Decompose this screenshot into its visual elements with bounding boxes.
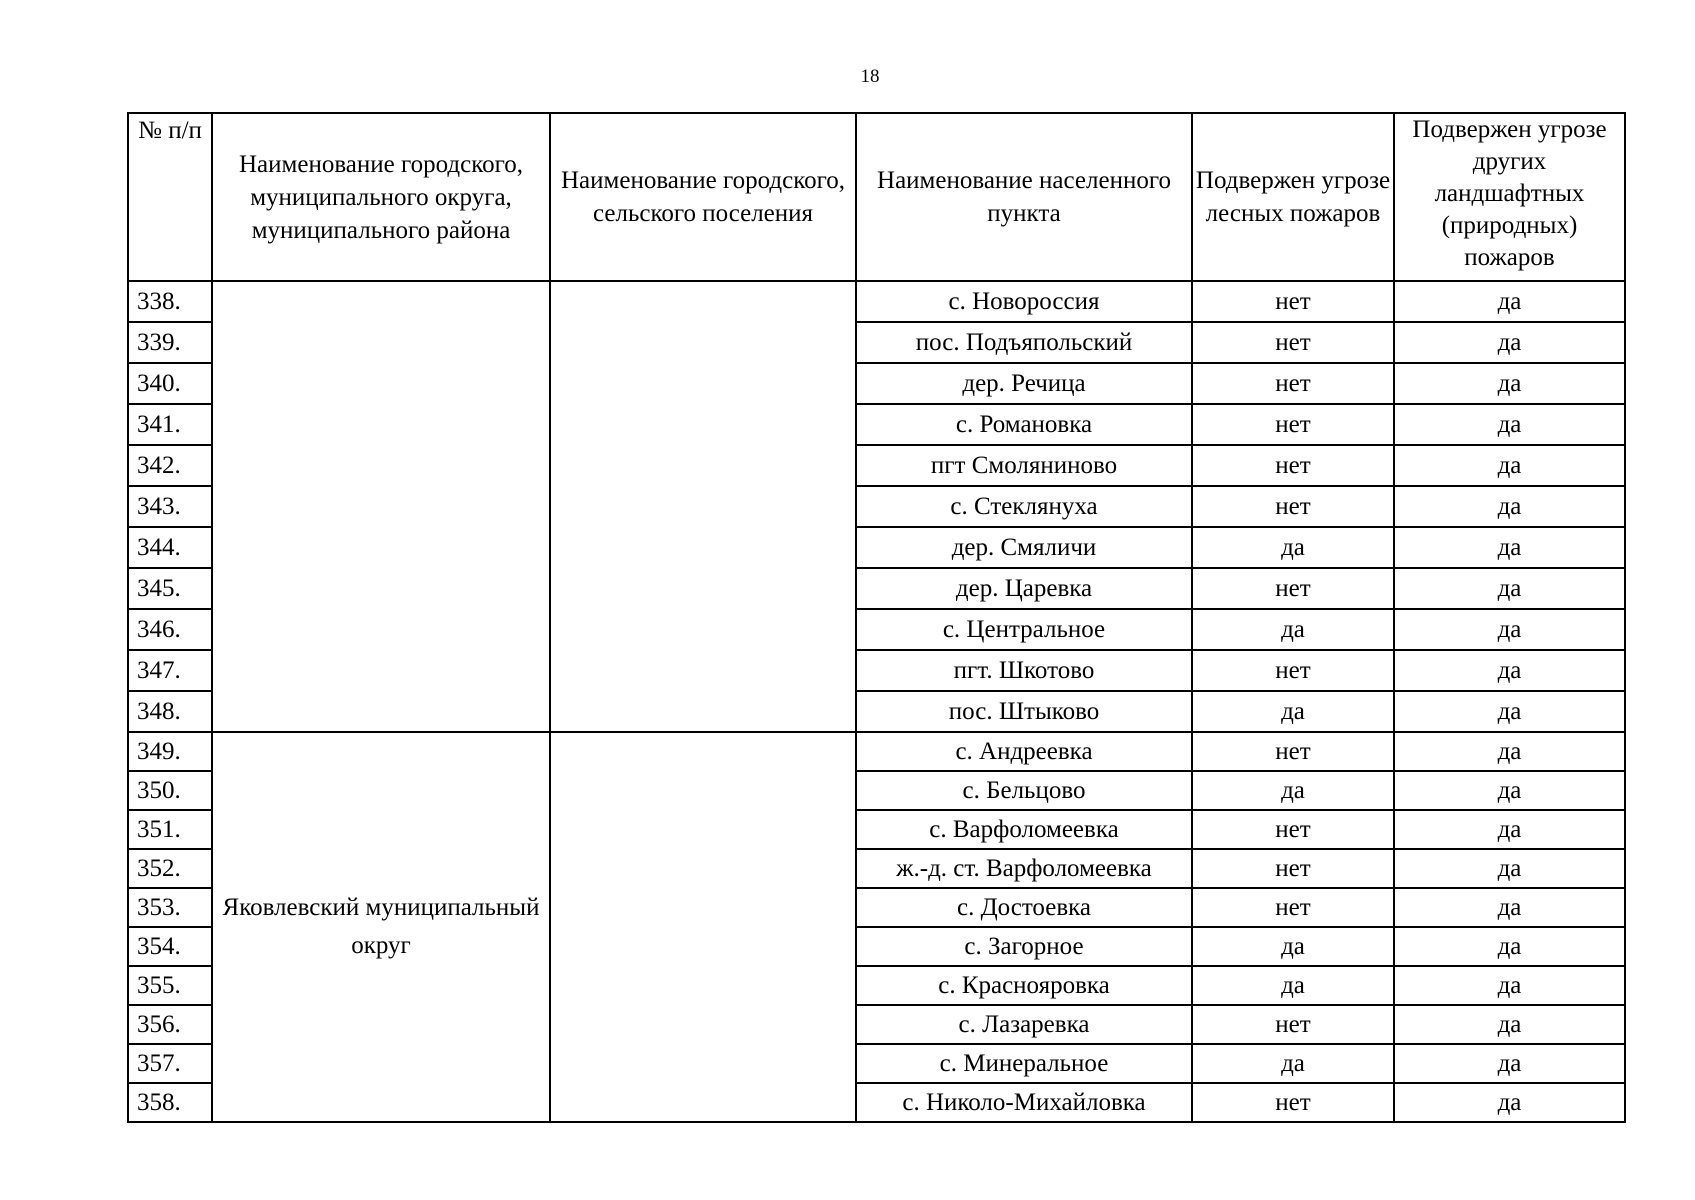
locality-name: с. Минеральное xyxy=(856,1044,1192,1083)
landscape-fire-risk: да xyxy=(1394,732,1625,771)
landscape-fire-risk: да xyxy=(1394,1005,1625,1044)
row-number: 340. xyxy=(128,363,212,404)
landscape-fire-risk: да xyxy=(1394,527,1625,568)
header-district: Наименование городского, муниципального округа, муниципального района xyxy=(212,113,550,281)
forest-fire-risk: нет xyxy=(1192,404,1394,445)
forest-fire-risk: да xyxy=(1192,771,1394,810)
landscape-fire-risk: да xyxy=(1394,609,1625,650)
landscape-fire-risk: да xyxy=(1394,1044,1625,1083)
landscape-fire-risk: да xyxy=(1394,888,1625,927)
header-landscape-fire-risk: Подвержен угрозе других ландшафтных (природных) пожаров xyxy=(1394,113,1625,281)
landscape-fire-risk: да xyxy=(1394,568,1625,609)
row-number: 344. xyxy=(128,527,212,568)
landscape-fire-risk: да xyxy=(1394,1083,1625,1122)
settlement-cell xyxy=(550,281,856,732)
forest-fire-risk: нет xyxy=(1192,1083,1394,1122)
locality-name: пгт. Шкотово xyxy=(856,650,1192,691)
forest-fire-risk: нет xyxy=(1192,486,1394,527)
forest-fire-risk: да xyxy=(1192,609,1394,650)
locality-name: с. Бельцово xyxy=(856,771,1192,810)
forest-fire-risk: да xyxy=(1192,691,1394,732)
row-number: 352. xyxy=(128,849,212,888)
landscape-fire-risk: да xyxy=(1394,810,1625,849)
locality-name: с. Достоевка xyxy=(856,888,1192,927)
locality-name: ж.-д. ст. Варфоломеевка xyxy=(856,849,1192,888)
row-number: 343. xyxy=(128,486,212,527)
row-number: 356. xyxy=(128,1005,212,1044)
table-body xyxy=(128,281,1625,1122)
forest-fire-risk: да xyxy=(1192,966,1394,1005)
row-number: 342. xyxy=(128,445,212,486)
forest-fire-risk: нет xyxy=(1192,1005,1394,1044)
locality-name: с. Николо-Михайловка xyxy=(856,1083,1192,1122)
row-number: 348. xyxy=(128,691,212,732)
row-number: 346. xyxy=(128,609,212,650)
locality-name: с. Загорное xyxy=(856,927,1192,966)
landscape-fire-risk: да xyxy=(1394,849,1625,888)
row-number: 357. xyxy=(128,1044,212,1083)
row-number: 345. xyxy=(128,568,212,609)
landscape-fire-risk: да xyxy=(1394,966,1625,1005)
table-row xyxy=(128,732,1625,771)
forest-fire-risk: да xyxy=(1192,1044,1394,1083)
forest-fire-risk: да xyxy=(1192,527,1394,568)
forest-fire-risk: да xyxy=(1192,927,1394,966)
row-number: 353. xyxy=(128,888,212,927)
header-number: № п/п xyxy=(128,113,212,281)
locality-name: с. Стеклянуха xyxy=(856,486,1192,527)
forest-fire-risk: нет xyxy=(1192,322,1394,363)
row-number: 341. xyxy=(128,404,212,445)
header-forest-fire-risk: Подвержен угрозе лесных пожаров xyxy=(1192,113,1394,281)
page-number: 18 xyxy=(860,66,880,87)
district-cell xyxy=(212,281,550,732)
row-number: 358. xyxy=(128,1083,212,1122)
locality-name: пгт Смоляниново xyxy=(856,445,1192,486)
forest-fire-risk: нет xyxy=(1192,849,1394,888)
landscape-fire-risk: да xyxy=(1394,486,1625,527)
settlement-cell xyxy=(550,732,856,1122)
forest-fire-risk: нет xyxy=(1192,810,1394,849)
locality-name: с. Романовка xyxy=(856,404,1192,445)
row-number: 339. xyxy=(128,322,212,363)
landscape-fire-risk: да xyxy=(1394,281,1625,322)
forest-fire-risk: нет xyxy=(1192,445,1394,486)
locality-name: с. Лазаревка xyxy=(856,1005,1192,1044)
landscape-fire-risk: да xyxy=(1394,927,1625,966)
landscape-fire-risk: да xyxy=(1394,404,1625,445)
landscape-fire-risk: да xyxy=(1394,322,1625,363)
locality-name: пос. Штыково xyxy=(856,691,1192,732)
landscape-fire-risk: да xyxy=(1394,445,1625,486)
forest-fire-risk: нет xyxy=(1192,568,1394,609)
row-number: 350. xyxy=(128,771,212,810)
locality-name: с. Новороссия xyxy=(856,281,1192,322)
locality-name: с. Андреевка xyxy=(856,732,1192,771)
forest-fire-risk: нет xyxy=(1192,732,1394,771)
row-number: 338. xyxy=(128,281,212,322)
forest-fire-risk: нет xyxy=(1192,363,1394,404)
table-header-row xyxy=(128,113,1625,281)
forest-fire-risk: нет xyxy=(1192,650,1394,691)
settlements-fire-risk-table xyxy=(127,112,1626,1123)
forest-fire-risk: нет xyxy=(1192,888,1394,927)
district-cell: Яковлевский муниципальный округ xyxy=(212,732,550,1122)
table-row xyxy=(128,281,1625,322)
forest-fire-risk: нет xyxy=(1192,281,1394,322)
locality-name: с. Краснояровка xyxy=(856,966,1192,1005)
header-locality: Наименование населенного пункта xyxy=(856,113,1192,281)
landscape-fire-risk: да xyxy=(1394,771,1625,810)
locality-name: дер. Смяличи xyxy=(856,527,1192,568)
landscape-fire-risk: да xyxy=(1394,363,1625,404)
locality-name: пос. Подъяпольский xyxy=(856,322,1192,363)
locality-name: с. Варфоломеевка xyxy=(856,810,1192,849)
header-settlement: Наименование городского, сельского поселения xyxy=(550,113,856,281)
locality-name: дер. Царевка xyxy=(856,568,1192,609)
row-number: 351. xyxy=(128,810,212,849)
row-number: 349. xyxy=(128,732,212,771)
row-number: 347. xyxy=(128,650,212,691)
locality-name: дер. Речица xyxy=(856,363,1192,404)
locality-name: с. Центральное xyxy=(856,609,1192,650)
landscape-fire-risk: да xyxy=(1394,650,1625,691)
landscape-fire-risk: да xyxy=(1394,691,1625,732)
row-number: 354. xyxy=(128,927,212,966)
row-number: 355. xyxy=(128,966,212,1005)
